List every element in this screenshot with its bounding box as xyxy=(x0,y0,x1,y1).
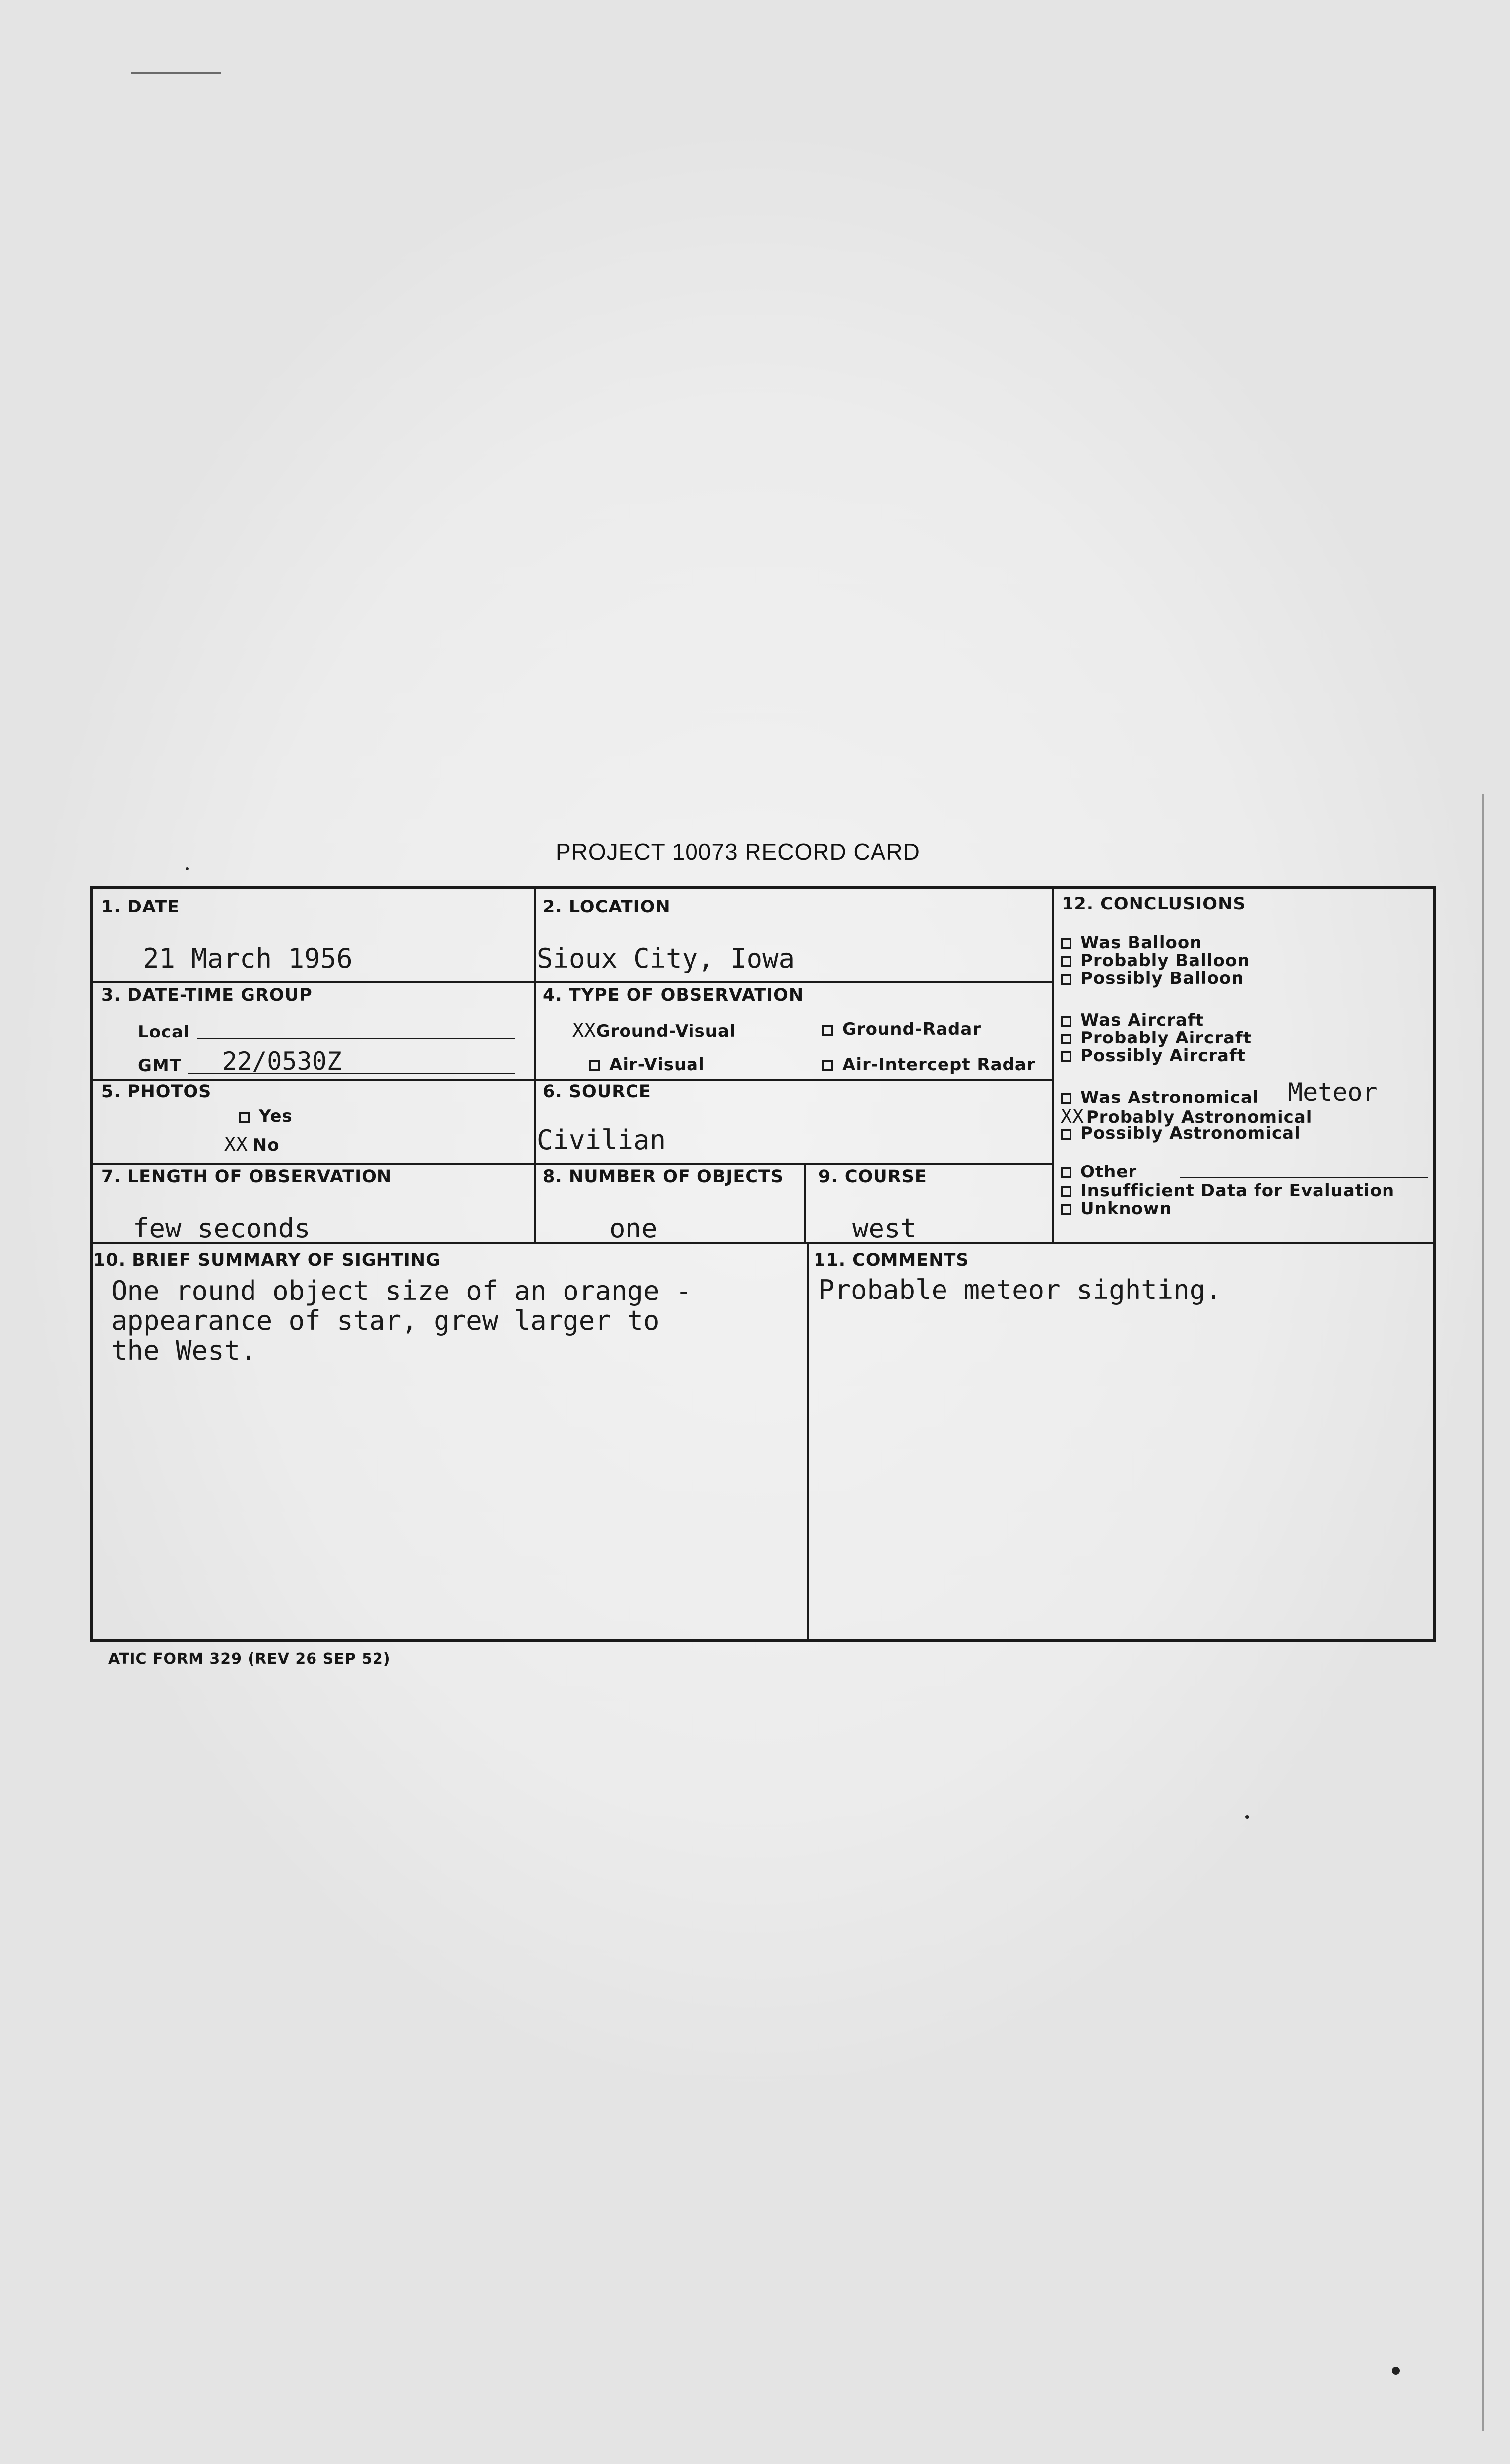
was-astronomical-text: Was Astronomical xyxy=(1080,1088,1259,1107)
possibly-aircraft-option xyxy=(1061,1046,1246,1066)
length-of-observation-label: 7. LENGTH OF OBSERVATION xyxy=(101,1167,392,1187)
unknown-text: Unknown xyxy=(1080,1199,1172,1219)
possibly-balloon-text: Possibly Balloon xyxy=(1080,969,1244,988)
conclusions-label: 12. CONCLUSIONS xyxy=(1062,894,1246,914)
photos-yes-text: Yes xyxy=(259,1106,293,1126)
column-divider xyxy=(1052,889,1054,1242)
photos-yes-option xyxy=(239,1106,293,1126)
summary-line: appearance of star, grew larger to xyxy=(111,1305,660,1336)
checkbox-icon xyxy=(1061,1129,1071,1140)
checkbox-icon xyxy=(1061,1167,1071,1178)
row-divider xyxy=(93,1163,1052,1165)
was-aircraft-option xyxy=(1061,1010,1204,1030)
possibly-astronomical-text: Possibly Astronomical xyxy=(1080,1123,1301,1143)
ground-visual-option xyxy=(572,1019,736,1041)
location-label: 2. LOCATION xyxy=(543,897,671,917)
scan-mark xyxy=(131,72,221,74)
location-value: Sioux City, Iowa xyxy=(537,943,795,974)
insufficient-data-option xyxy=(1061,1181,1394,1201)
photos-label: 5. PHOTOS xyxy=(101,1082,212,1102)
scan-speck xyxy=(1245,1815,1249,1819)
insufficient-data-text: Insufficient Data for Evaluation xyxy=(1080,1181,1395,1201)
ground-radar-text: Ground-Radar xyxy=(842,1019,982,1039)
other-option xyxy=(1061,1162,1137,1182)
column-divider xyxy=(804,1163,806,1242)
checkbox-icon xyxy=(1061,1016,1071,1027)
row-divider xyxy=(93,1079,1052,1081)
ground-radar-option xyxy=(822,1019,981,1039)
unknown-option xyxy=(1061,1199,1172,1219)
checkbox-icon xyxy=(1061,938,1071,949)
possibly-astronomical-option xyxy=(1061,1123,1301,1143)
other-line xyxy=(1180,1177,1428,1178)
checked-mark: XX xyxy=(224,1133,248,1155)
photos-no-option xyxy=(224,1133,280,1155)
ground-visual-text: Ground-Visual xyxy=(596,1021,736,1041)
air-visual-text: Air-Visual xyxy=(609,1055,705,1075)
date-value: 21 March 1956 xyxy=(143,943,353,974)
column-divider xyxy=(807,1242,809,1639)
card-title: PROJECT 10073 RECORD CARD xyxy=(556,839,920,865)
was-balloon-option xyxy=(1061,933,1202,953)
gmt-value: 22/0530Z xyxy=(222,1047,342,1076)
page-edge-line xyxy=(1482,794,1484,2431)
scan-speck xyxy=(1392,2367,1400,2375)
source-label: 6. SOURCE xyxy=(543,1082,651,1102)
checkbox-icon xyxy=(1061,1204,1071,1215)
checkbox-icon xyxy=(589,1060,600,1071)
summary-line: One round object size of an orange - xyxy=(111,1275,692,1306)
checked-mark: XX xyxy=(1061,1105,1084,1127)
type-of-observation-label: 4. TYPE OF OBSERVATION xyxy=(543,985,804,1005)
checkbox-icon xyxy=(239,1112,250,1123)
course-value: west xyxy=(852,1213,917,1244)
date-label: 1. DATE xyxy=(101,897,180,917)
gmt-label: GMT xyxy=(138,1056,182,1076)
checkbox-icon xyxy=(1061,1034,1071,1044)
air-intercept-radar-text: Air-Intercept Radar xyxy=(842,1055,1036,1075)
air-visual-option xyxy=(589,1055,705,1075)
probably-astronomical-text: Probably Astronomical xyxy=(1086,1107,1313,1127)
astronomical-typed-note: Meteor xyxy=(1288,1078,1378,1106)
photos-no-text: No xyxy=(252,1135,280,1155)
other-text: Other xyxy=(1080,1162,1137,1182)
possibly-aircraft-text: Possibly Aircraft xyxy=(1080,1046,1246,1066)
checked-mark: XX xyxy=(572,1019,596,1041)
column-divider xyxy=(534,889,536,1242)
air-intercept-radar-option xyxy=(822,1055,1036,1075)
course-label: 9. COURSE xyxy=(818,1167,927,1187)
was-balloon-text: Was Balloon xyxy=(1080,933,1202,953)
summary-text xyxy=(111,1276,692,1365)
row-divider xyxy=(93,981,1052,983)
checkbox-icon xyxy=(1061,956,1071,967)
was-aircraft-text: Was Aircraft xyxy=(1080,1010,1204,1030)
summary-line: the West. xyxy=(111,1335,256,1366)
possibly-balloon-option xyxy=(1061,969,1244,988)
form-number: ATIC FORM 329 (REV 26 SEP 52) xyxy=(108,1650,391,1668)
number-of-objects-label: 8. NUMBER OF OBJECTS xyxy=(543,1167,784,1187)
local-label: Local xyxy=(138,1022,190,1042)
probably-aircraft-option xyxy=(1061,1028,1252,1048)
probably-balloon-option xyxy=(1061,951,1250,971)
source-value: Civilian xyxy=(537,1124,666,1156)
was-astronomical-option xyxy=(1061,1088,1259,1107)
checkbox-icon xyxy=(822,1060,833,1071)
date-time-group-label: 3. DATE-TIME GROUP xyxy=(101,985,313,1005)
summary-label: 10. BRIEF SUMMARY OF SIGHTING xyxy=(93,1250,440,1270)
comments-label: 11. COMMENTS xyxy=(814,1250,969,1270)
checkbox-icon xyxy=(1061,974,1071,985)
checkbox-icon xyxy=(1061,1186,1071,1197)
comments-value: Probable meteor sighting. xyxy=(818,1274,1222,1305)
checkbox-icon xyxy=(1061,1051,1071,1062)
length-of-observation-value: few seconds xyxy=(133,1213,311,1244)
probably-aircraft-text: Probably Aircraft xyxy=(1080,1028,1252,1048)
local-line xyxy=(197,1038,515,1039)
checkbox-icon xyxy=(1061,1093,1071,1104)
number-of-objects-value: one xyxy=(609,1213,658,1244)
probably-balloon-text: Probably Balloon xyxy=(1080,951,1250,971)
checkbox-icon xyxy=(822,1025,833,1036)
record-card xyxy=(90,886,1436,1642)
scan-speck xyxy=(186,867,189,870)
